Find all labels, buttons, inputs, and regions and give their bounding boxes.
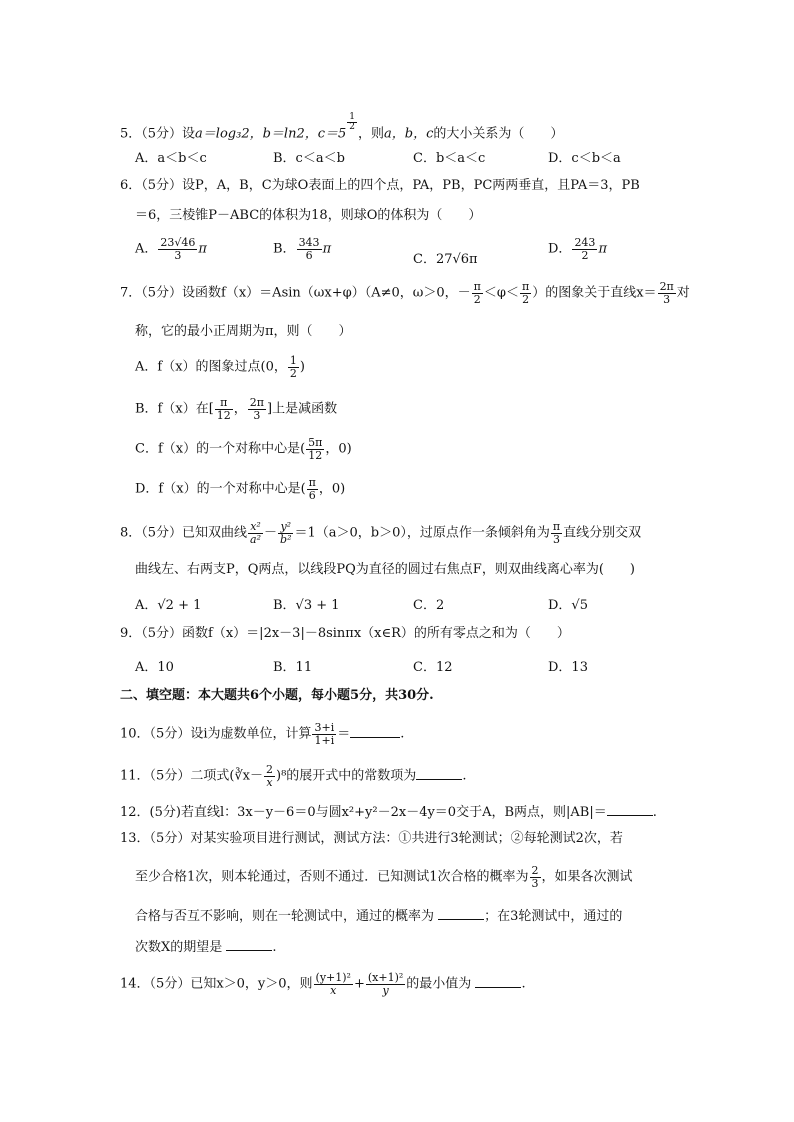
- q7-option-b: B．f（x）在[ $\frac{\pi}{12}$ ， $\frac{2\pi}{3}$ ]上是减函数: [135, 396, 338, 422]
- section-2-heading: 二、填空题：本大题共6个小题，每小题5分，共30分.: [120, 688, 434, 703]
- question-8-line-1: 8．（5分）已知双曲线 $\frac{\text{x²}}{\text{a²}}$ － $\frac{\text{y²}}{\text{b²}}$ ＝1（a＞0，b＞0），过原点作一条倾斜角为 $\frac{\pi}{3}$ 直线分别交双: [120, 520, 642, 546]
- q8-option-c: C．2: [413, 598, 445, 613]
- q5-exponent: $\frac{1}{2}$: [349, 112, 355, 133]
- q6-option-b: B． $\frac{343}{6}$ π: [273, 236, 332, 262]
- q6-option-c: C．27√6π: [413, 252, 478, 267]
- q7-option-c: C．f（x）的一个对称中心是( $\frac{5\pi}{12}$ ，0): [135, 436, 352, 462]
- question-14: 14．（5分）已知x＞0，y＞0，则 $\frac{\text{(y+1)²}}{x}$ + $\frac{\text{(x+1)²}}{y}$ 的最小值为 .: [120, 971, 526, 997]
- question-10: 10．（5分）设i为虚数单位，计算 $\frac{3+i}{1+i}$ ＝ .: [120, 721, 405, 747]
- q5-option-b: B．c＜a＜b: [273, 151, 345, 166]
- answer-blank[interactable]: [416, 767, 462, 780]
- question-6-line-2: ＝6，三棱锥P－ABC的体积为18，则球O的体积为（ ）: [135, 208, 482, 223]
- q8-option-d: D．√5: [548, 598, 588, 613]
- q5-text-a: 5．（5分）设: [120, 126, 196, 142]
- question-12: 12．(5分)若直线l：3x－y－6＝0与圆x²+y²－2x－4y＝0交于A，B两点，则|AB|＝ .: [120, 805, 657, 820]
- q5-expression: a＝log₃2，b＝ln2，c＝5: [195, 126, 347, 142]
- q5-option-c: C．b＜a＜c: [413, 151, 486, 166]
- question-13-line-4: 次数X的期望是 .: [135, 940, 277, 955]
- question-11: 11．（5分）二项式(∛x－ $\frac{2}{x}$ )⁸的展开式中的常数项为 .: [120, 763, 467, 789]
- q6-option-d: D． $\frac{243}{2}$ π: [548, 236, 607, 262]
- question-9-line-1: 9．（5分）函数f（x）＝|2x－3|－8sinπx（x∈R）的所有零点之和为（ ）: [120, 626, 570, 641]
- q6-option-a: A． $\frac{23√46}{3}$ π: [135, 236, 207, 262]
- q5-option-a: A．a＜b＜c: [135, 151, 207, 166]
- question-7-line-1: 7．（5分）设函数f（x）＝Asin（ωx+φ）（A≠0，ω＞0，－ $\frac{\pi}{2}$ ＜φ＜ $\frac{\pi}{2}$ ）的图象关于直线x＝ $\frac{2\pi}{3}$ 对: [120, 280, 690, 306]
- q8-option-b: B．√3 + 1: [273, 598, 340, 613]
- answer-blank[interactable]: [607, 803, 653, 816]
- answer-blank[interactable]: [350, 725, 400, 738]
- q9-option-b: B．11: [273, 660, 313, 675]
- answer-blank[interactable]: [475, 975, 521, 988]
- answer-blank[interactable]: [438, 907, 484, 920]
- question-13-line-1: 13．（5分）对某实验项目进行测试，测试方法：①共进行3轮测试；②每轮测试2次，若: [120, 831, 623, 846]
- q7-option-d: D．f（x）的一个对称中心是( $\frac{\pi}{6}$ ，0): [135, 476, 346, 502]
- q9-option-c: C．12: [413, 660, 453, 675]
- q9-option-d: D．13: [548, 660, 588, 675]
- question-13-line-2: 至少合格1次，则本轮通过，否则不通过．已知测试1次合格的概率为 $\frac{2}{3}$ ，如果各次测试: [135, 864, 633, 890]
- q8-option-a: A．√2 + 1: [135, 598, 202, 613]
- question-7-line-2: 称，它的最小正周期为π，则（ ）: [135, 324, 352, 339]
- answer-blank[interactable]: [226, 938, 272, 951]
- question-6-line-1: 6．（5分）设P，A，B，C为球O表面上的四个点，PA，PB，PC两两垂直，且PA＝3，PB: [120, 178, 640, 193]
- q9-option-a: A．10: [135, 660, 174, 675]
- question-13-line-3: 合格与否互不影响，则在一轮测试中，通过的概率为 ；在3轮测试中，通过的: [135, 909, 623, 924]
- q5-option-d: D．c＜b＜a: [548, 151, 621, 166]
- q7-option-a: A．f（x）的图象过点(0， $\frac{1}{2}$ ): [135, 354, 305, 380]
- question-5-stem: 5．（5分）设a＝log₃2，b＝ln2，c＝5 $\frac{1}{2}$ ，则a，b，c的大小关系为（ ）: [120, 112, 564, 142]
- question-8-line-2: 曲线左、右两支P，Q两点，以线段PQ为直径的圆过右焦点F，则双曲线离心率为( ): [135, 562, 635, 577]
